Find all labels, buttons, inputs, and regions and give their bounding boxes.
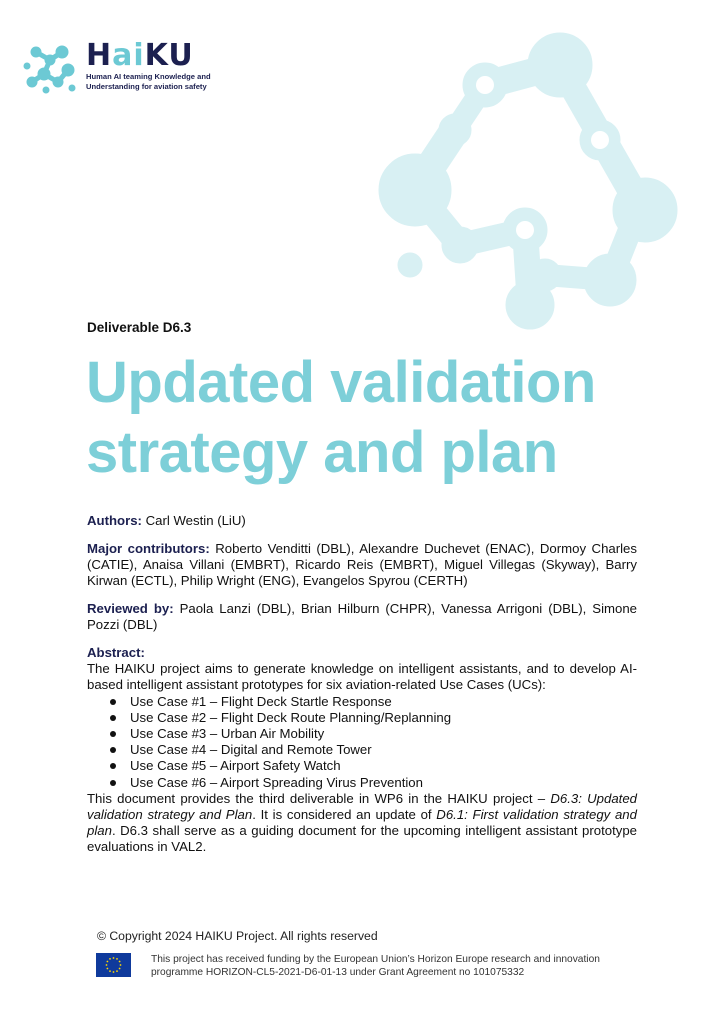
major-contributors-text: Roberto Venditti (DBL), Alexandre Duchevet (ENAC), Dormoy Charles (CATIE), Anaisa Villani (EMBRT), Ricardo Reis (EMBRT), Miguel Villegas (Skyway), Barry Kirwan (ECTL), Philip Wright (ENG), Evangelos Spyrou (CERTH)	[87, 541, 637, 589]
haiku-logo	[22, 40, 232, 100]
authors-text: Carl Westin (LiU)	[141, 513, 246, 528]
reviewed-by-section	[87, 601, 637, 633]
title-line-1: Updated validation	[86, 350, 596, 415]
eu-flag-icon	[96, 953, 131, 977]
molecule-logo-icon	[22, 40, 78, 96]
reviewed-by-label: Reviewed by:	[87, 601, 174, 616]
abstract-intro: The HAIKU project aims to generate knowledge on intelligent assistants, and to develop AI-based intelligent assistant prototypes for six aviation-related Use Cases (UCs):	[87, 661, 637, 693]
decorative-molecule-graphic	[370, 25, 690, 335]
abstract-paragraph: This document provides the third deliverable in WP6 in the HAIKU project – D6.3: Updated validation strategy and Plan. It is considered an update of D6.1: First validation strategy and plan. D6.3 shall serve as a guiding document for the upcoming intelligent assistant prototype evaluations in VAL2.	[87, 790, 638, 855]
abstract-label: Abstract:	[87, 645, 145, 660]
list-item: Use Case #6 – Airport Spreading Virus Prevention	[108, 775, 637, 791]
list-item: Use Case #2 – Flight Deck Route Planning/Replanning	[108, 710, 637, 726]
document-title	[86, 348, 686, 488]
funding-statement: This project has received funding by the European Union’s Horizon Europe research and innovation programme HORIZON-CL5-2021-D6-01-13 under Grant Agreement no 101075332	[151, 954, 600, 978]
deliverable-number: Deliverable D6.3	[87, 320, 192, 335]
use-case-list	[87, 694, 637, 791]
abstract-section	[87, 645, 637, 856]
list-item: Use Case #5 – Airport Safety Watch	[108, 758, 637, 774]
list-item: Use Case #1 – Flight Deck Startle Response	[108, 694, 637, 710]
title-line-2: strategy and plan	[86, 420, 558, 485]
authors-section	[87, 513, 637, 529]
authors-label: Authors:	[87, 513, 142, 528]
list-item: Use Case #3 – Urban Air Mobility	[108, 726, 637, 742]
logo-tagline: Human AI teaming Knowledge and Understanding for aviation safety	[86, 72, 211, 91]
major-contributors-section	[87, 541, 637, 590]
logo-wordmark: HaiKU	[86, 38, 194, 73]
major-contributors-label: Major contributors:	[87, 541, 210, 556]
copyright-notice: © Copyright 2024 HAIKU Project. All rights reserved	[97, 929, 378, 943]
reviewed-by-text: Paola Lanzi (DBL), Brian Hilburn (CHPR), Vanessa Arrigoni (DBL), Simone Pozzi (DBL)	[87, 601, 637, 633]
list-item: Use Case #4 – Digital and Remote Tower	[108, 742, 637, 758]
